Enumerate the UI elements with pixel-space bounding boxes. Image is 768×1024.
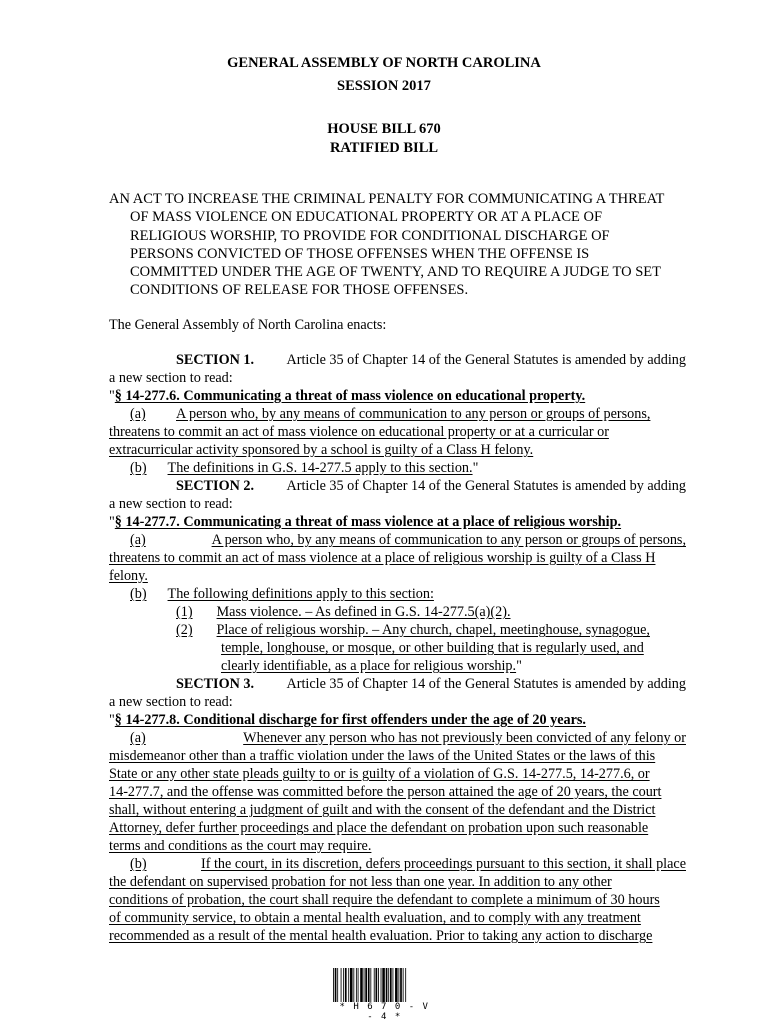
s3b-line-5: recommended as a result of the mental health evaluation. Prior to taking any action to discharge <box>109 928 653 944</box>
act-title-line: OF MASS VIOLENCE ON EDUCATIONAL PROPERTY OR AT A PLACE OF <box>130 209 603 226</box>
s3b-text: If the court, in its discretion, defers proceedings pursuant to this section, it shall place <box>200 856 686 872</box>
open-quote: " <box>109 514 115 530</box>
act-title-line: COMMITTED UNDER THE AGE OF TWENTY, AND TO REQUIRE A JUDGE TO SET <box>130 264 662 281</box>
barcode-bar <box>381 968 382 1002</box>
enacting-clause: The General Assembly of North Carolina enacts: <box>109 317 387 333</box>
barcode-bar <box>353 968 354 1002</box>
barcode-bar <box>386 968 388 1002</box>
s1a-line <box>109 405 686 423</box>
barcode-bar <box>365 968 367 1002</box>
s3a-line-2: misdemeanor other than a traffic violation under the laws of the United States or the laws of this <box>109 748 656 764</box>
s2b1-text: Mass violence. – As defined in G.S. 14-277.5(a)(2). <box>216 604 511 620</box>
section-3-heading <box>109 711 686 729</box>
s2b2-line <box>109 621 686 639</box>
section-1-heading <box>109 387 686 405</box>
s3a-line <box>109 729 686 747</box>
s3b-line-2: the defendant on supervised probation for not less than one year. In addition to any other <box>109 874 612 890</box>
s1b-line <box>109 459 686 477</box>
open-quote: " <box>109 712 115 728</box>
s2b2-line-2: temple, longhouse, or mosque, or other building that is regularly used, and <box>221 640 644 656</box>
section-2-intro <box>109 477 686 495</box>
s3a-line-3: State or any other state pleads guilty to or is guilty of a violation of G.S. 14-277.5, 14-277.6, or <box>109 766 650 782</box>
section-2-heading <box>109 513 686 531</box>
barcode-bar <box>333 968 334 1002</box>
s2a-line-2: threatens to commit an act of mass violence at a place of religious worship is guilty of a Class H <box>109 550 656 566</box>
section-text: Article 35 of Chapter 14 of the General Statutes is amended by adding <box>286 352 686 368</box>
barcode-bar <box>370 968 371 1002</box>
s2a-line-3: felony. <box>109 568 148 584</box>
barcode-bar <box>382 968 385 1002</box>
close-quote: " <box>472 460 479 476</box>
barcode-bar <box>405 968 406 1002</box>
section-1-intro <box>109 351 686 369</box>
subsection-mark: (a) <box>130 532 146 548</box>
barcode-bar <box>337 968 338 1002</box>
section-label: SECTION 1. <box>176 352 255 368</box>
s2a-text: A person who, by any means of communication to any person or groups of persons, <box>211 532 686 548</box>
statute-heading: § 14-277.6. Communicating a threat of mass violence on educational property. <box>114 388 586 404</box>
section-3-intro <box>109 675 686 693</box>
s3a-line-5: shall, without entering a judgment of guilt and with the consent of the defendant and the District <box>109 802 656 818</box>
open-quote: " <box>109 388 115 404</box>
s2b2-text: Place of religious worship. – Any church, chapel, meetinghouse, synagogue, <box>216 622 650 638</box>
section-1-cont: a new section to read: <box>109 370 233 386</box>
s3b-line-4: of community service, to obtain a mental health evaluation, and to comply with any treatment <box>109 910 641 926</box>
session-heading: SESSION 2017 <box>337 78 431 94</box>
s3a-text: Whenever any person who has not previously been convicted of any felony or <box>243 730 686 746</box>
s1a-text: A person who, by any means of communication to any person or groups of persons, <box>176 406 651 422</box>
bill-status: RATIFIED BILL <box>329 140 439 156</box>
s1a-line-2: threatens to commit an act of mass violence on educational property or at a curricular or <box>109 424 609 440</box>
s3b-line <box>109 855 686 873</box>
section-label: SECTION 2. <box>176 478 255 494</box>
act-title-line: CONDITIONS OF RELEASE FOR THOSE OFFENSES. <box>130 282 469 299</box>
barcode-bar <box>343 968 344 1002</box>
section-text: Article 35 of Chapter 14 of the General Statutes is amended by adding <box>286 478 686 494</box>
barcode-bar <box>390 968 392 1002</box>
close-quote: " <box>516 658 522 674</box>
subsection-mark: (a) <box>130 730 146 746</box>
barcode-bar <box>400 968 402 1002</box>
assembly-heading: GENERAL ASSEMBLY OF NORTH CAROLINA <box>227 55 541 71</box>
s2b2-line-3 <box>221 657 686 675</box>
s2b-text: The following definitions apply to this section: <box>167 586 434 602</box>
statute-heading: § 14-277.7. Communicating a threat of mass violence at a place of religious worship. <box>114 514 622 530</box>
s2a-line <box>109 531 686 549</box>
s3a-line-7: terms and conditions as the court may require. <box>109 838 372 854</box>
s1a-line-3: extracurricular activity sponsored by a school is guilty of a Class H felony. <box>109 442 534 458</box>
barcode-bar <box>356 968 357 1002</box>
barcode-bar <box>398 968 399 1002</box>
barcode-bar <box>341 968 342 1002</box>
barcode-bar <box>395 968 398 1002</box>
act-title-line: PERSONS CONVICTED OF THOSE OFFENSES WHEN THE OFFENSE IS <box>130 245 590 262</box>
barcode-bar <box>393 968 394 1002</box>
s3a-line-6: Attorney, defer further proceedings and place the defendant on probation upon such reasonable <box>109 820 649 836</box>
s1b-text: The definitions in G.S. 14-277.5 apply to this section. <box>167 460 473 476</box>
barcode-bar <box>403 968 404 1002</box>
item-mark: (2) <box>176 622 193 638</box>
subsection-mark: (b) <box>130 856 147 872</box>
barcode-bar <box>348 968 349 1002</box>
act-title-line: RELIGIOUS WORSHIP, TO PROVIDE FOR CONDITIONAL DISCHARGE OF <box>130 227 610 244</box>
item-mark: (1) <box>176 604 193 620</box>
barcode-bar <box>388 968 389 1002</box>
statute-heading: § 14-277.8. Conditional discharge for first offenders under the age of 20 years. <box>114 712 586 728</box>
bill-number: HOUSE BILL 670 <box>327 121 441 137</box>
barcode-bar <box>358 968 359 1002</box>
barcode-bar <box>350 968 353 1002</box>
barcode-bar <box>368 968 370 1002</box>
barcode-text: * H 6 7 0 - V - 4 * <box>339 1002 430 1022</box>
barcode-bar <box>374 968 375 1002</box>
subsection-mark: (a) <box>130 406 146 422</box>
section-text: Article 35 of Chapter 14 of the General Statutes is amended by adding <box>286 676 686 692</box>
section-3-cont: a new section to read: <box>109 694 233 710</box>
barcode-bar <box>360 968 363 1002</box>
s3b-line-3: conditions of probation, the court shall require the defendant to complete a minimum of 30 hours <box>109 892 660 908</box>
s3a-line-4: 14-277.7, and the offense was committed before the person attained the age of 20 years, the court <box>109 784 662 800</box>
act-title-line: AN ACT TO INCREASE THE CRIMINAL PENALTY FOR COMMUNICATING A THREAT <box>109 191 665 207</box>
s2b1-line <box>109 603 686 621</box>
act-title <box>109 190 686 300</box>
barcode-bar <box>364 968 365 1002</box>
barcode-bar <box>335 968 337 1002</box>
section-label: SECTION 3. <box>176 676 255 692</box>
subsection-mark: (b) <box>130 460 147 476</box>
s2b-line <box>109 585 686 603</box>
barcode-bar <box>378 968 379 1002</box>
section-2-cont: a new section to read: <box>109 496 233 512</box>
s2b2-text-3: clearly identifiable, as a place for religious worship. <box>221 658 517 674</box>
barcode <box>333 968 436 1002</box>
subsection-mark: (b) <box>130 586 147 602</box>
barcode-bar <box>376 968 378 1002</box>
barcode-bar <box>345 968 347 1002</box>
